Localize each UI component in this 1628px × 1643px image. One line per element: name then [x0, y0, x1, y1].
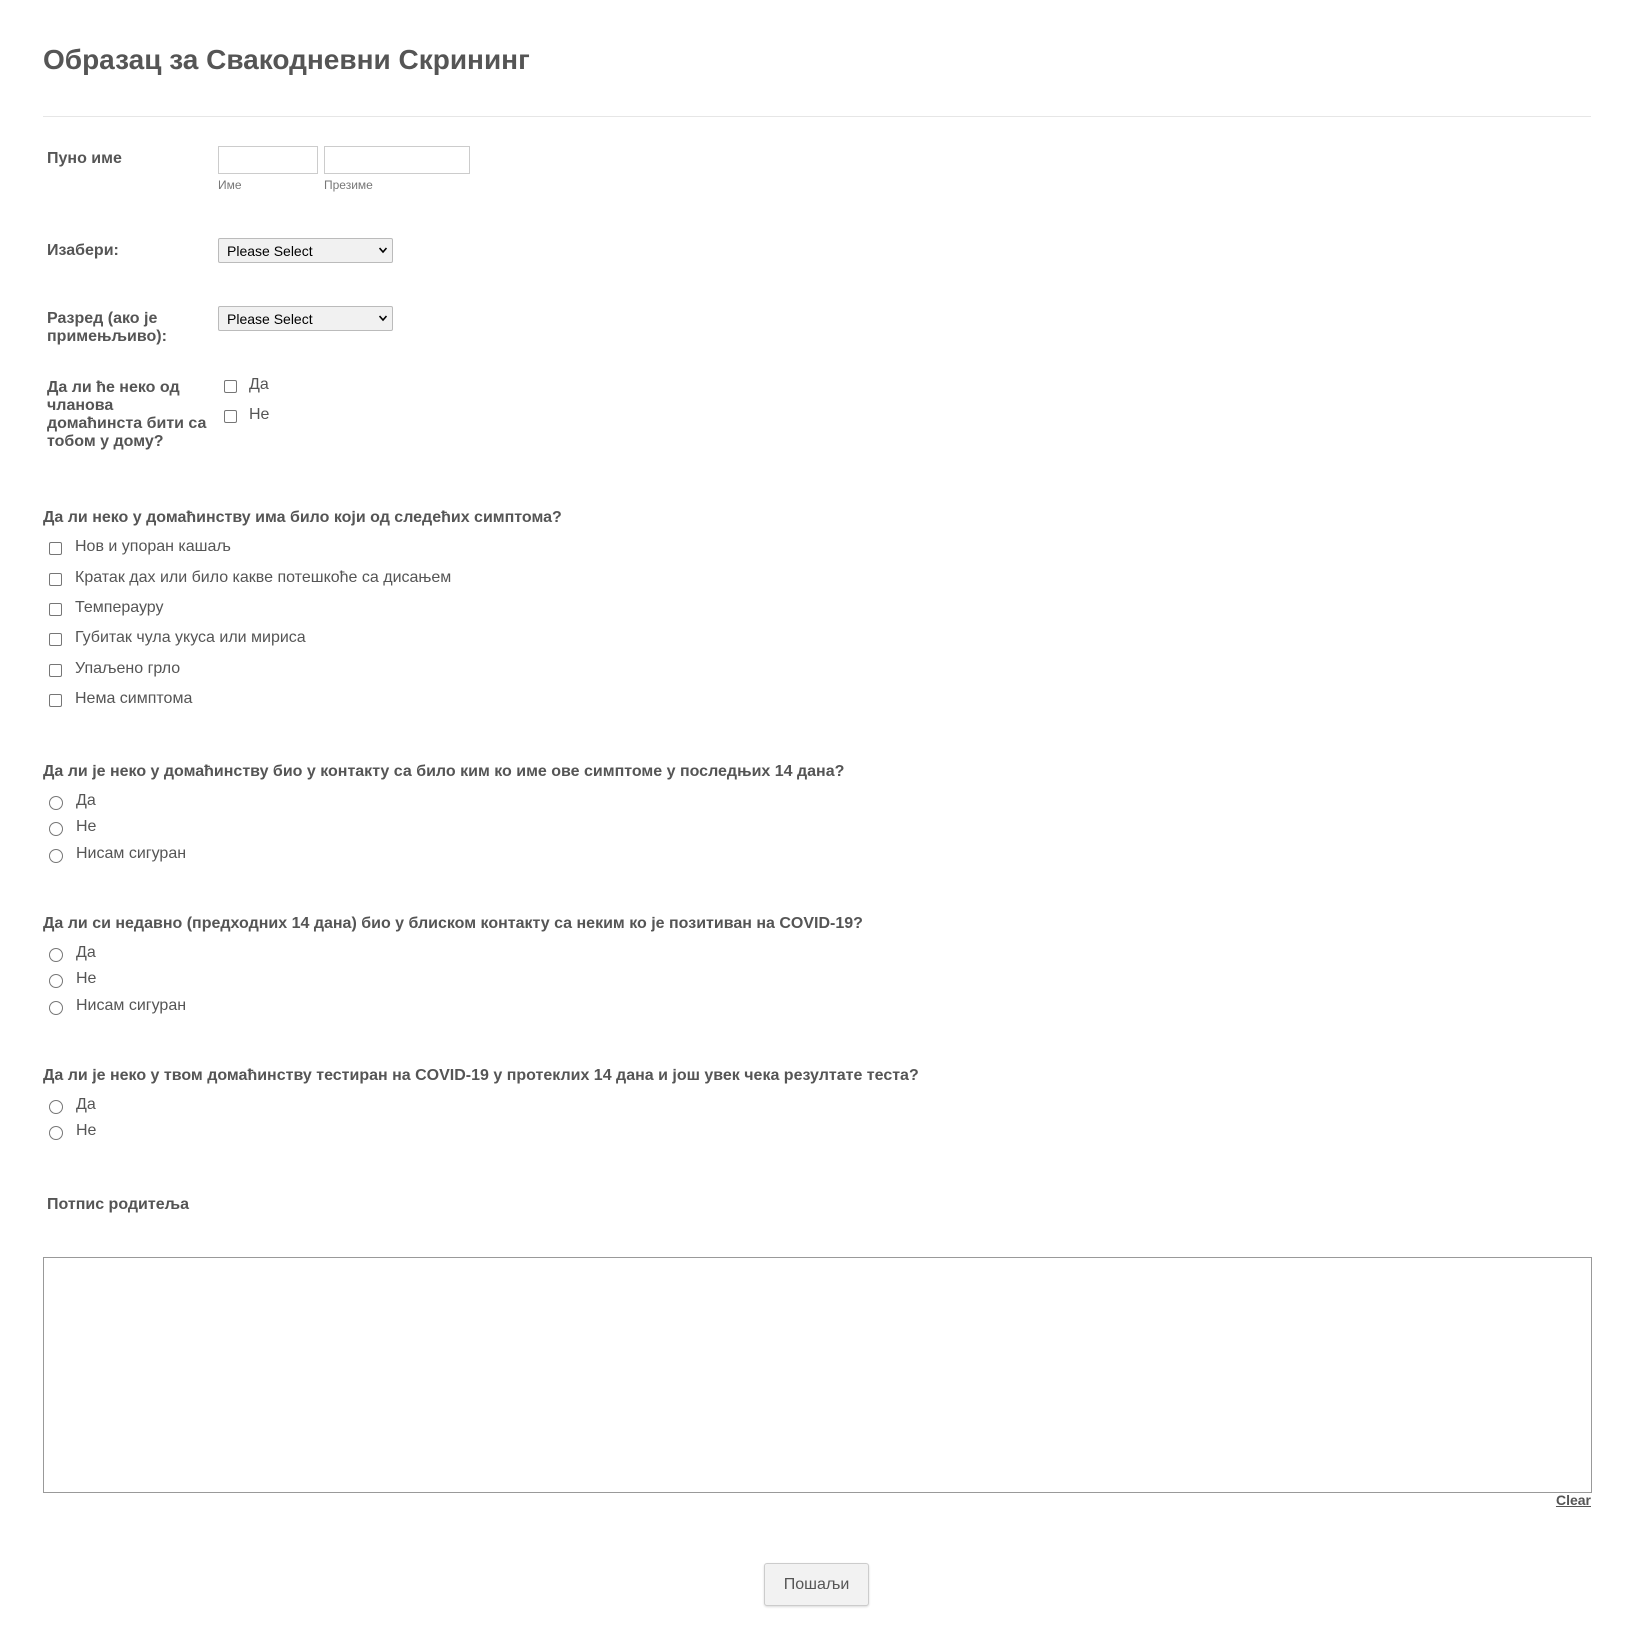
contact-symptoms-question: Да ли је неко у домаћинству био у контакту са било ким ко име ове симптоме у последњих 14 дана? [43, 763, 845, 780]
contact-covid-question: Да ли си недавно (предходних 14 дана) био у блиском контакту са неким ко је позитиван на COVID-19? [43, 915, 863, 932]
contact-symptoms-radio-no[interactable] [49, 822, 63, 836]
symptom-checkbox-cough[interactable] [49, 542, 62, 555]
tested-option-yes: Да [76, 1096, 96, 1113]
grade-label [47, 310, 167, 346]
contact-covid-radio-no[interactable] [49, 974, 63, 988]
symptom-option-breath: Кратак дах или било какве потешкоће са дисањем [75, 569, 452, 586]
household-home-label-line1: Да ли ће неко од [47, 379, 180, 396]
grade-select-value: Please Select [227, 311, 313, 327]
household-home-label-line3: домаћинста бити са [47, 415, 207, 432]
symptom-option-taste-smell: Губитак чула укуса или мириса [75, 629, 306, 646]
symptom-checkbox-taste-smell[interactable] [49, 633, 62, 646]
contact-symptoms-option-unsure: Нисам сигуран [76, 845, 187, 862]
grade-select[interactable] [218, 306, 393, 331]
header-divider [43, 116, 1591, 117]
choose-select[interactable] [218, 238, 393, 263]
symptom-checkbox-temperature[interactable] [49, 603, 62, 616]
contact-symptoms-option-yes: Да [76, 792, 96, 809]
choose-label: Изабери: [47, 242, 119, 259]
symptom-option-sore-throat: Упаљено грло [75, 660, 181, 677]
household-home-label-line2: чланова [47, 397, 114, 414]
contact-covid-option-unsure: Нисам сигуран [76, 997, 187, 1014]
grade-label-line1: Разред (ако је [47, 310, 158, 327]
grade-label-line2: примењљиво): [47, 328, 167, 345]
contact-covid-radio-yes[interactable] [49, 948, 63, 962]
contact-covid-radio-unsure[interactable] [49, 1001, 63, 1015]
symptom-checkbox-none[interactable] [49, 694, 62, 707]
tested-question: Да ли је неко у твом домаћинству тестиран на COVID-19 у протеклих 14 дана и још увек чека резултате теста? [43, 1067, 919, 1084]
choose-select-value: Please Select [227, 243, 313, 259]
signature-label: Потпис родитеља [47, 1196, 190, 1213]
symptom-option-none: Нема симптома [75, 690, 193, 707]
tested-option-no: Не [76, 1122, 97, 1139]
symptom-option-temperature: Темперауру [75, 599, 164, 616]
household-home-option-yes: Да [249, 376, 269, 393]
tested-radio-yes[interactable] [49, 1100, 63, 1114]
first-name-input[interactable] [218, 146, 318, 174]
form-title: Образац за Свакодневни Скрининг [43, 44, 530, 75]
household-home-label-line4: тобом у дому? [47, 433, 164, 450]
symptom-checkbox-breath[interactable] [49, 573, 62, 586]
tested-radio-no[interactable] [49, 1126, 63, 1140]
first-name-sublabel: Име [218, 178, 242, 192]
contact-symptoms-option-no: Не [76, 818, 97, 835]
symptom-option-cough: Нов и упоран кашаљ [75, 538, 231, 555]
contact-symptoms-radio-yes[interactable] [49, 796, 63, 810]
household-home-checkbox-yes[interactable] [224, 380, 237, 393]
chevron-down-icon [379, 314, 387, 322]
contact-symptoms-radio-unsure[interactable] [49, 849, 63, 863]
signature-pad[interactable] [43, 1257, 1592, 1493]
full-name-label: Пуно име [47, 150, 122, 167]
last-name-sublabel: Презиме [324, 178, 373, 192]
submit-button[interactable]: Пошаљи [764, 1563, 869, 1606]
contact-covid-option-yes: Да [76, 944, 96, 961]
symptoms-question: Да ли неко у домаћинству има било који од следећих симптома? [43, 509, 562, 526]
household-home-checkbox-no[interactable] [224, 410, 237, 423]
household-home-option-no: Не [249, 406, 270, 423]
household-home-label [47, 379, 206, 451]
symptom-checkbox-sore-throat[interactable] [49, 664, 62, 677]
chevron-down-icon [379, 246, 387, 254]
last-name-input[interactable] [324, 146, 470, 174]
contact-covid-option-no: Не [76, 970, 97, 987]
signature-clear-link[interactable]: Clear [1555, 1492, 1591, 1508]
